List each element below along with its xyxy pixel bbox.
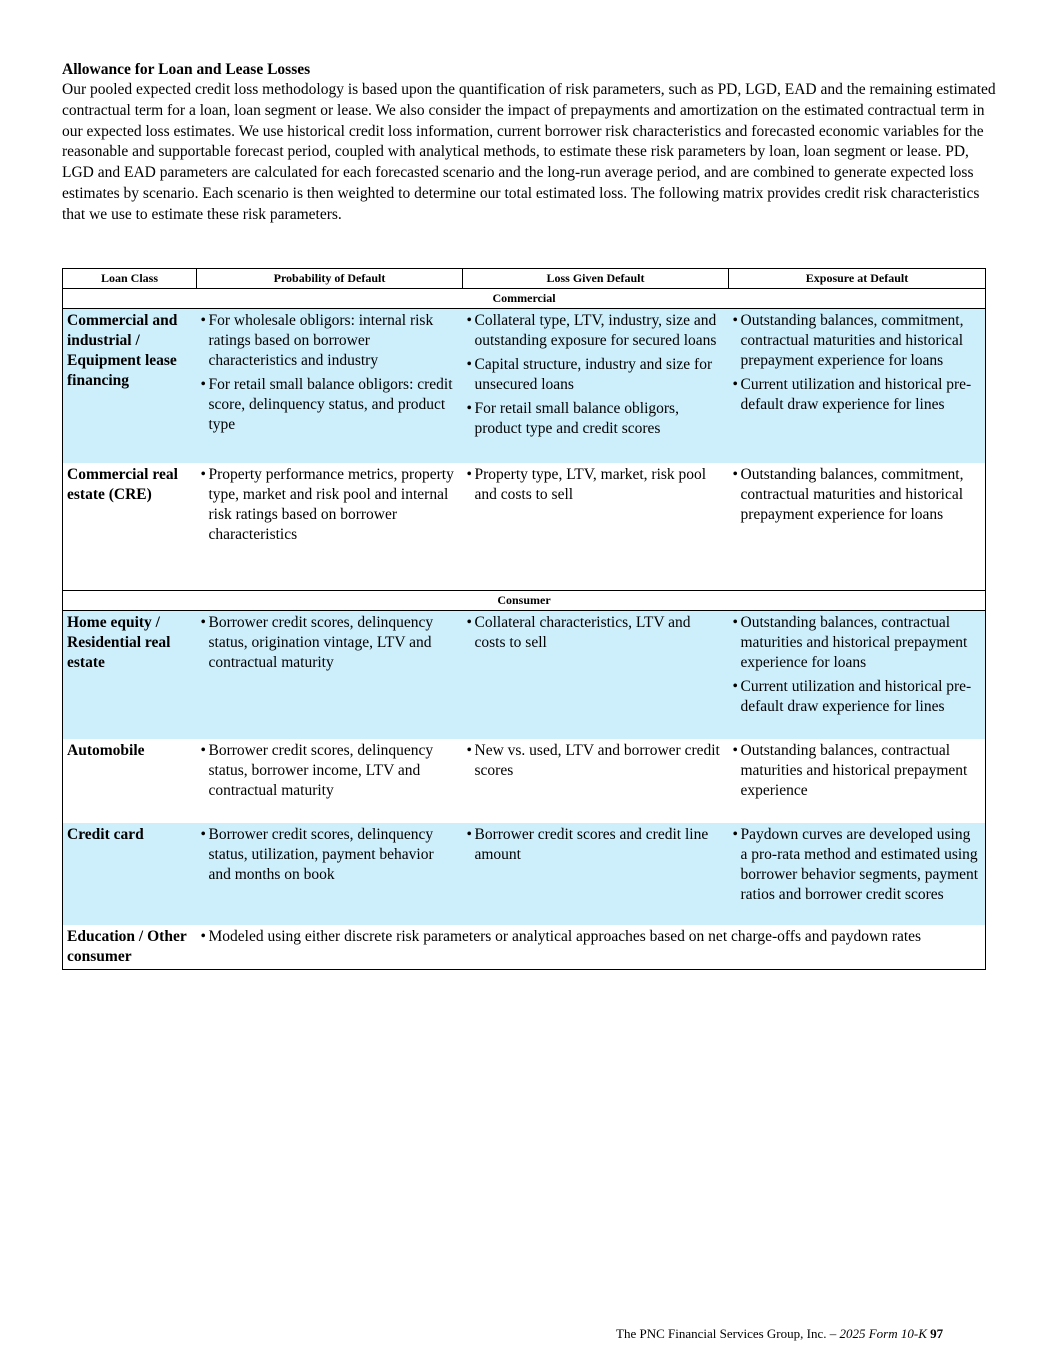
list-item: • For wholesale obligors: internal risk ratings based on borrower characteristics and industry bbox=[201, 311, 459, 371]
page-footer bbox=[616, 1326, 943, 1342]
loan-class-cell: Credit card bbox=[63, 823, 197, 925]
table-row bbox=[63, 611, 986, 739]
footer-company: The PNC Financial Services Group, Inc. – bbox=[616, 1326, 837, 1341]
pd-cell bbox=[197, 463, 463, 591]
list-item: • Capital structure, industry and size for unsecured loans bbox=[467, 355, 725, 395]
list-item: • Outstanding balances, contractual maturities and historical prepayment experience for loans bbox=[733, 613, 982, 673]
lgd-cell bbox=[463, 611, 729, 739]
section-heading: Allowance for Loan and Lease Losses bbox=[62, 61, 311, 78]
pd-cell bbox=[197, 309, 463, 463]
list-item: • New vs. used, LTV and borrower credit scores bbox=[467, 741, 725, 781]
lgd-cell bbox=[463, 463, 729, 591]
credit-risk-matrix bbox=[62, 268, 986, 970]
list-item: • Outstanding balances, commitment, contractual maturities and historical prepayment experience for loans bbox=[733, 465, 982, 525]
ead-cell bbox=[729, 463, 986, 591]
list-item: • Borrower credit scores and credit line amount bbox=[467, 825, 725, 865]
list-item: • Property type, LTV, market, risk pool and costs to sell bbox=[467, 465, 725, 505]
list-item: • Current utilization and historical pre-default draw experience for lines bbox=[733, 677, 982, 717]
header-lgd: Loss Given Default bbox=[463, 269, 729, 289]
footer-form: 2025 Form 10-K bbox=[839, 1326, 927, 1341]
section-label: Consumer bbox=[63, 591, 986, 611]
loan-class-cell: Commercial real estate (CRE) bbox=[67, 465, 178, 503]
lgd-cell bbox=[463, 739, 729, 823]
section-label: Commercial bbox=[63, 289, 986, 309]
list-item: • Borrower credit scores, delinquency status, utilization, payment behavior and months on book bbox=[201, 825, 459, 885]
ead-cell bbox=[729, 309, 986, 463]
loan-class-cell: Commercial and industrial / Equipment lease financing bbox=[63, 309, 197, 463]
list-item: • Borrower credit scores, delinquency status, origination vintage, LTV and contractual maturity bbox=[201, 613, 459, 673]
list-item: • Current utilization and historical pre-default draw experience for lines bbox=[733, 375, 982, 415]
header-loan-class: Loan Class bbox=[63, 269, 197, 289]
list-item: • For retail small balance obligors, product type and credit scores bbox=[467, 399, 725, 439]
header-ead: Exposure at Default bbox=[729, 269, 986, 289]
list-item: • Modeled using either discrete risk parameters or analytical approaches based on net charge-offs and paydown rates bbox=[201, 927, 982, 947]
lgd-cell bbox=[463, 309, 729, 463]
list-item: • Collateral type, LTV, industry, size and outstanding exposure for secured loans bbox=[467, 311, 725, 351]
header-pd: Probability of Default bbox=[197, 269, 463, 289]
intro-paragraph: Our pooled expected credit loss methodology is based upon the quantification of risk parameters, such as PD, LGD, EAD and the remaining estimated contractual term for a loan, loan segment or lease. We also consider the impact of prepayments and amortization on the estimated contractual term in our expected loss estimates. We use historical credit loss information, current borrower risk characteristics and forecasted economic variables for the reasonable and supportable forecast period, coupled with analytical methods, to estimate these risk parameters by loan, loan segment or lease. PD, LGD and EAD parameters are calculated for each forecasted scenario and the long-run average period, and are combined to generate expected loss estimates by scenario. Each scenario is then weighted to determine our total estimated loss. The following matrix provides credit risk characteristics that we use to estimate these risk parameters. bbox=[62, 81, 996, 223]
ead-cell bbox=[729, 739, 986, 823]
lgd-cell bbox=[463, 823, 729, 925]
table-row bbox=[63, 925, 986, 970]
loan-class-cell: Automobile bbox=[67, 741, 145, 759]
list-item: • Borrower credit scores, delinquency status, borrower income, LTV and contractual maturity bbox=[201, 741, 459, 801]
ead-cell bbox=[729, 611, 986, 739]
list-item: • For retail small balance obligors: credit score, delinquency status, and product type bbox=[201, 375, 459, 435]
merged-cell bbox=[197, 925, 986, 970]
header-row bbox=[63, 269, 986, 289]
ead-cell bbox=[729, 823, 986, 925]
list-item: • Property performance metrics, property type, market and risk pool and internal risk ratings based on borrower characteristics bbox=[201, 465, 459, 545]
section-row-commercial bbox=[63, 289, 986, 309]
pd-cell bbox=[197, 611, 463, 739]
page-number: 97 bbox=[930, 1326, 944, 1341]
table-row bbox=[63, 823, 986, 925]
table-row bbox=[63, 739, 986, 823]
list-item: • Collateral characteristics, LTV and costs to sell bbox=[467, 613, 725, 653]
loan-class-cell: Education / Other consumer bbox=[67, 927, 187, 965]
table-row bbox=[63, 463, 986, 591]
table-row bbox=[63, 309, 986, 463]
loan-class-cell: Home equity / Residential real estate bbox=[63, 611, 197, 739]
section-row-consumer bbox=[63, 591, 986, 611]
list-item: • Paydown curves are developed using a pro-rata method and estimated using borrower behavior segments, payment ratios and borrower credit scores bbox=[733, 825, 982, 905]
list-item: • Outstanding balances, commitment, contractual maturities and historical prepayment experience for loans bbox=[733, 311, 982, 371]
pd-cell bbox=[197, 739, 463, 823]
pd-cell bbox=[197, 823, 463, 925]
list-item: • Outstanding balances, contractual maturities and historical prepayment experience bbox=[733, 741, 982, 801]
